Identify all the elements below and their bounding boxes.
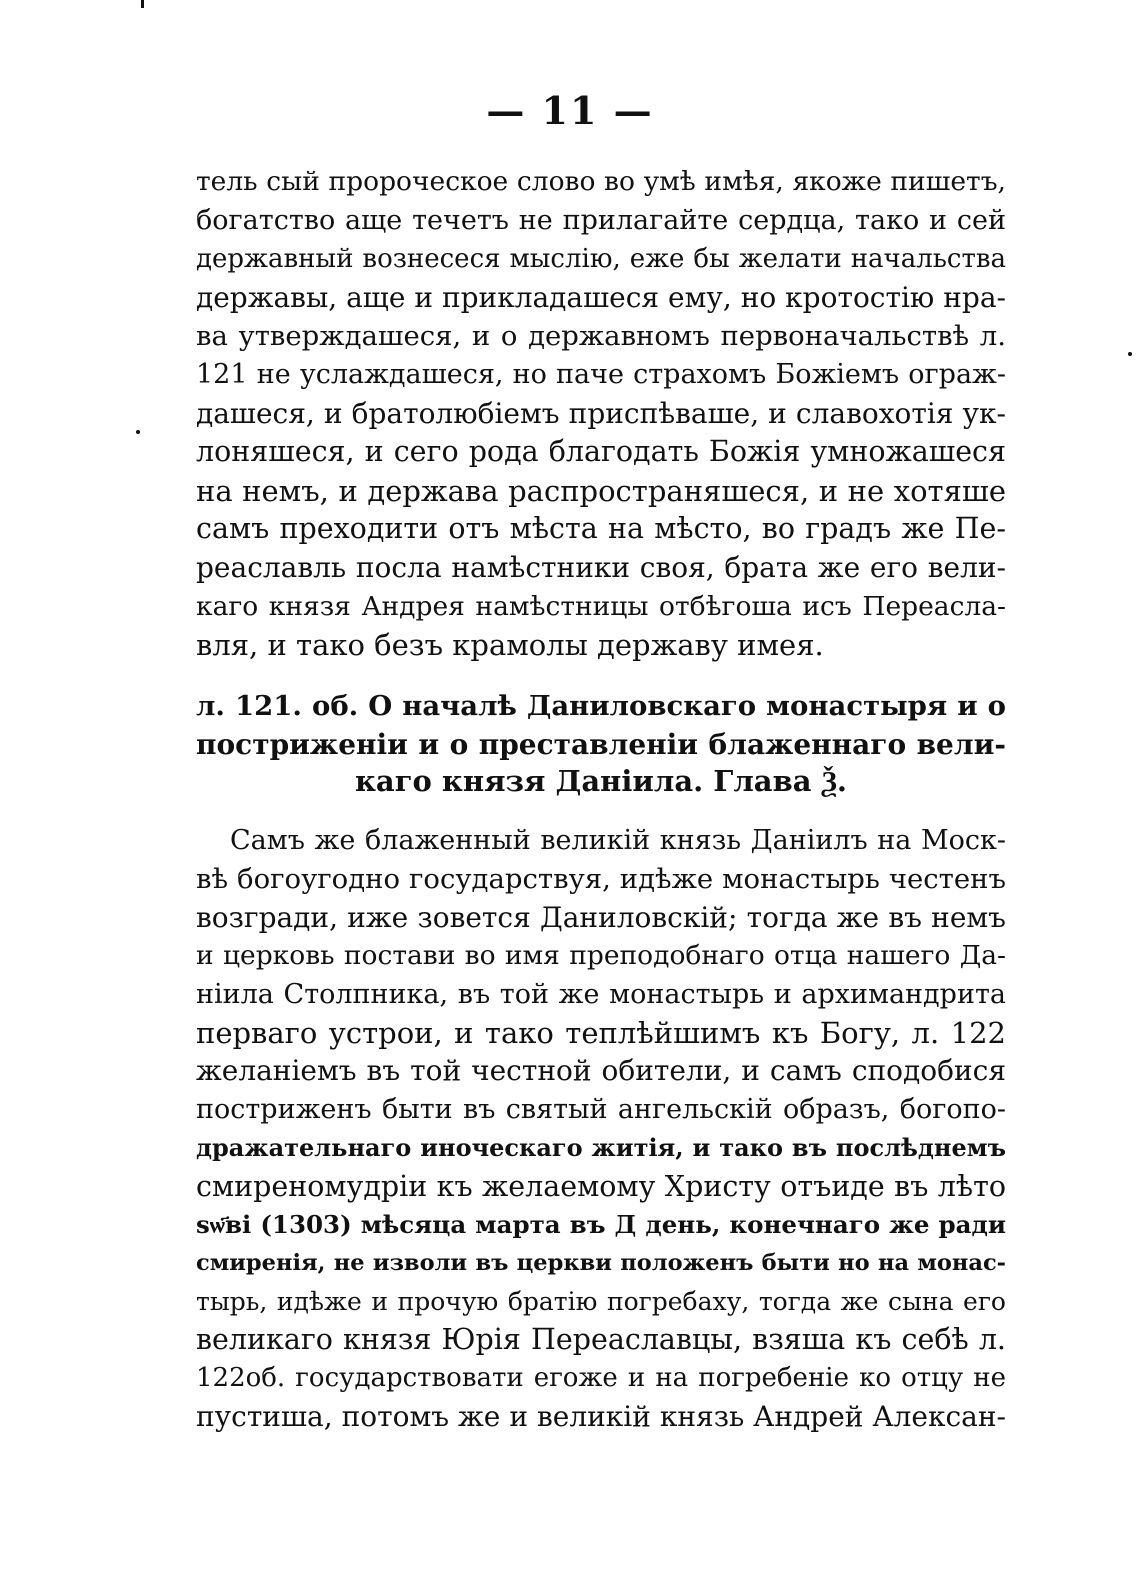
text-line: перваго устрои, и тако теплѣйшимъ къ Богу, л. 122 — [196, 1015, 1006, 1050]
text-line: каго князя Андрея намѣстницы отбѣгоша исъ Переасла- — [196, 590, 1006, 622]
text-line: лоняшеся, и сего рода благодать Божія умножашеся — [196, 435, 1006, 469]
paragraph-chapter-text — [196, 822, 1006, 1436]
text-line: тырь, идѣже и прочую братію погребаху, тогда же сына его — [196, 1286, 1006, 1316]
ink-speck — [136, 430, 140, 434]
text-line: желаніемъ въ той честной обители, и самъ сподобися — [196, 1054, 1006, 1088]
text-line: возгради, иже зовется Даниловскій; тогда же въ немъ — [196, 900, 1006, 934]
text-line: постриженъ быти въ святый ангельскій образъ, богопо- — [196, 1093, 1006, 1125]
text-line: 121 не услаждашеся, но паче страхомъ Божіемъ ограж- — [196, 358, 1006, 390]
text-line: 122об. государствовати егоже и на погребеніе ко отцу не — [196, 1363, 1006, 1394]
text-line: ніила Столпника, въ той же монастырь и архимандрита — [196, 978, 1006, 1010]
text-line: и церковь постави во имя преподобнаго отца нашего Да- — [196, 940, 1006, 972]
text-line: Самъ же блаженный великій князь Даніилъ на Моск- — [230, 825, 1006, 856]
text-line: вля, и тако безъ крамолы державу имея. — [196, 628, 824, 663]
text-line: самъ преходити отъ мѣста на мѣсто, во градъ же Пе- — [196, 512, 1006, 546]
text-line: дашеся, и братолюбіемъ приспѣваше, и славохотія ук- — [196, 396, 1006, 430]
text-line: смиреномудріи къ желаемому Христу отъиде въ лѣто — [196, 1169, 1006, 1203]
text-line: смиренія, не изволи въ церкви положенъ быти но на монас- — [196, 1250, 1006, 1277]
paragraph-chronicle-text — [196, 163, 1006, 665]
text-line: ва утверждашеся, и о державномъ первоначальствѣ л. — [196, 320, 1006, 353]
heading-line: л. 121. об. О началѣ Даниловскаго монастыря и о — [196, 690, 1006, 722]
text-line: на немъ, и держава распространяшеся, и не хотяше — [196, 473, 1006, 508]
heading-line: каго князя Даніила. Глава Ѯ. — [354, 764, 848, 798]
chapter-heading — [196, 688, 1006, 801]
heading-line: постриженіи и о преставленіи блаженнаго вели- — [196, 727, 1006, 761]
text-line: пустиша, потомъ же и великій князь Андрей Алексан- — [196, 1399, 1006, 1433]
text-line: тель сый пророческое слово во умѣ имѣя, якоже пишетъ, — [196, 166, 1006, 197]
text-line: ѕѡ҃ві (1303) мѣсяца марта въ Д день, конечнаго же ради — [196, 1209, 1006, 1239]
ink-speck — [1128, 352, 1132, 356]
text-line: вѣ богоугодно государствуя, идѣже монастырь честенъ — [196, 863, 1006, 896]
text-line: великаго князя Юрія Переаславцы, взяша къ себѣ л. — [196, 1323, 1006, 1357]
text-line: державный вознесеся мыслію, еже бы желати начальства — [196, 244, 1006, 275]
page-number: — 11 — — [486, 88, 654, 133]
text-line: реаславль посла намѣстники своя, брата же его вели- — [196, 550, 1006, 584]
text-line: дражательнаго иноческаго житія, и тако въ послѣднемъ — [196, 1133, 1006, 1163]
text-line: богатство аще течетъ не прилагайте сердца, тако и сей — [196, 204, 1006, 236]
ink-speck — [141, 0, 144, 8]
text-line: державы, аще и прикладашеся ему, но кротостію нра- — [196, 280, 1006, 314]
